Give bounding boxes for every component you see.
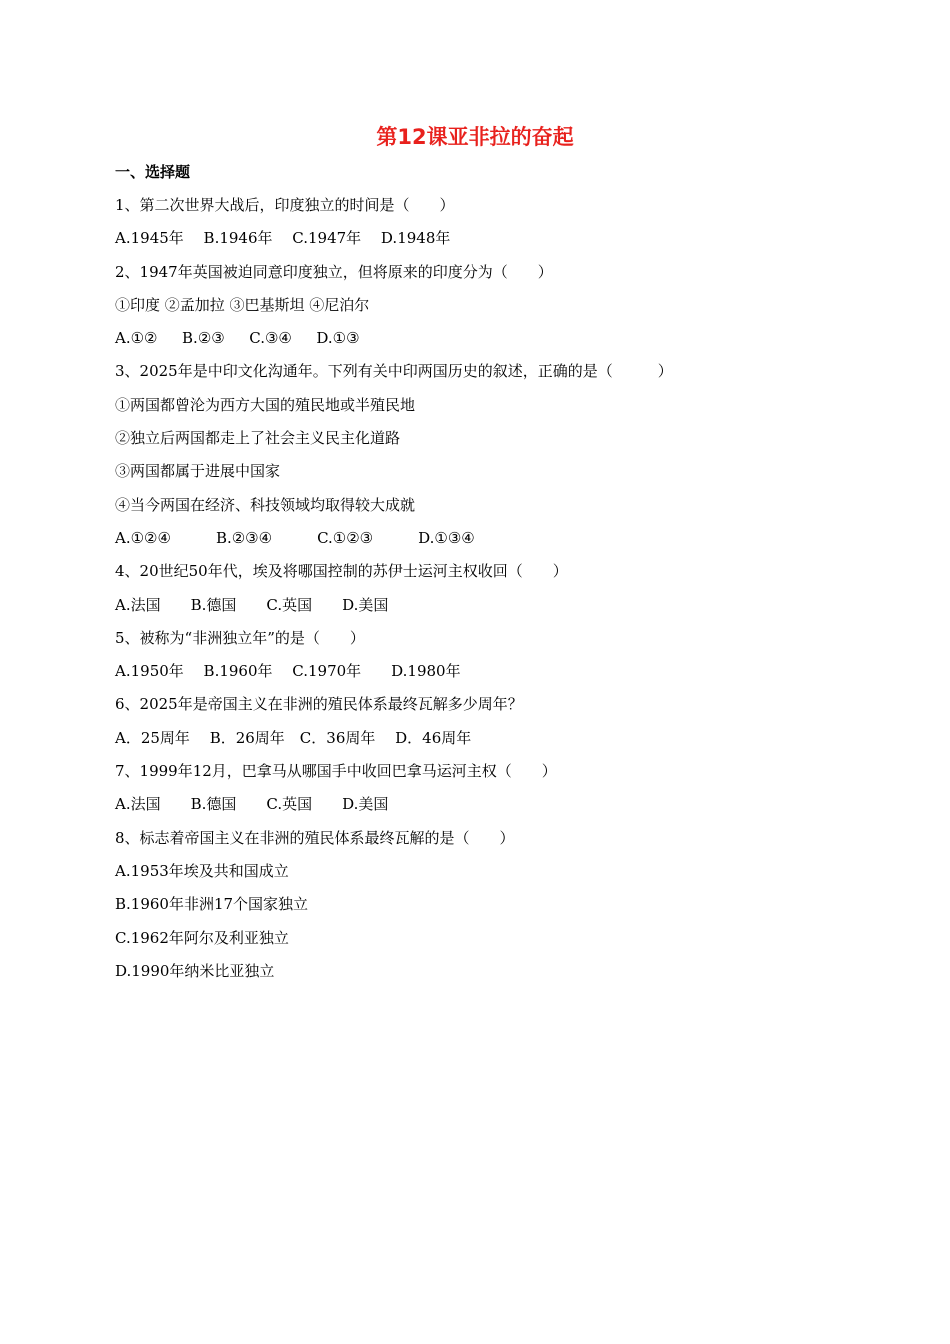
question-6-stem: 6、2025年是帝国主义在非洲的殖民体系最终瓦解多少周年？ [115,695,523,714]
question-7-stem: 7、1999年12月，巴拿马从哪国手中收回巴拿马运河主权（ ） [115,762,557,781]
question-1-options: A.1945年 B.1946年 C.1947年 D.1948年 [115,229,451,248]
question-8-option-c: C.1962年阿尔及利亚独立 [115,928,289,947]
question-1-stem: 1、第二次世界大战后，印度独立的时间是（ ） [115,196,455,214]
question-5-stem: 5、被称为“非洲独立年”的是（ ） [115,628,365,647]
question-8-option-a: A.1953年埃及共和国成立 [115,861,289,880]
question-4-options: A.法国 B.德国 C.英国 D.美国 [115,595,389,614]
question-8-option-d: D.1990年纳米比亚独立 [115,961,275,980]
question-6-options: A．25周年 B．26周年 C．36周年 D．46周年 [115,728,472,747]
question-3-item-3: ③两国都属于进展中国家 [115,462,281,481]
page-title: 第12课亚非拉的奋起 [376,125,574,149]
question-2-items: ①印度 ②孟加拉 ③巴基斯坦 ④尼泊尔 [115,295,370,314]
question-3-stem: 3、2025年是中印文化沟通年。下列有关中印两国历史的叙述，正确的是（ ） [115,362,673,381]
question-3-item-4: ④当今两国在经济、科技领域均取得较大成就 [115,495,416,514]
question-3-item-2: ②独立后两国都走上了社会主义民主化道路 [115,429,401,448]
question-4-stem: 4、20世纪50年代，埃及将哪国控制的苏伊士运河主权收回（ ） [115,562,568,581]
question-3-item-1: ①两国都曾沦为西方大国的殖民地或半殖民地 [115,395,416,414]
question-2-stem: 2、1947年英国被迫同意印度独立，但将原来的印度分为（ ） [115,262,553,281]
question-8-stem: 8、标志着帝国主义在非洲的殖民体系最终瓦解的是（ ） [115,828,515,847]
question-7-options: A.法国 B.德国 C.英国 D.美国 [115,795,389,814]
question-2-options: A.①② B.②③ C.③④ D.①③ [115,329,360,348]
question-5-options: A.1950年 B.1960年 C.1970年 D.1980年 [115,662,461,681]
section-heading: 一、选择题 [115,163,191,181]
question-list [115,193,855,992]
question-3-options: A.①②④ B.②③④ C.①②③ D.①③④ [115,528,475,547]
question-8-option-b: B.1960年非洲17个国家独立 [115,895,309,914]
